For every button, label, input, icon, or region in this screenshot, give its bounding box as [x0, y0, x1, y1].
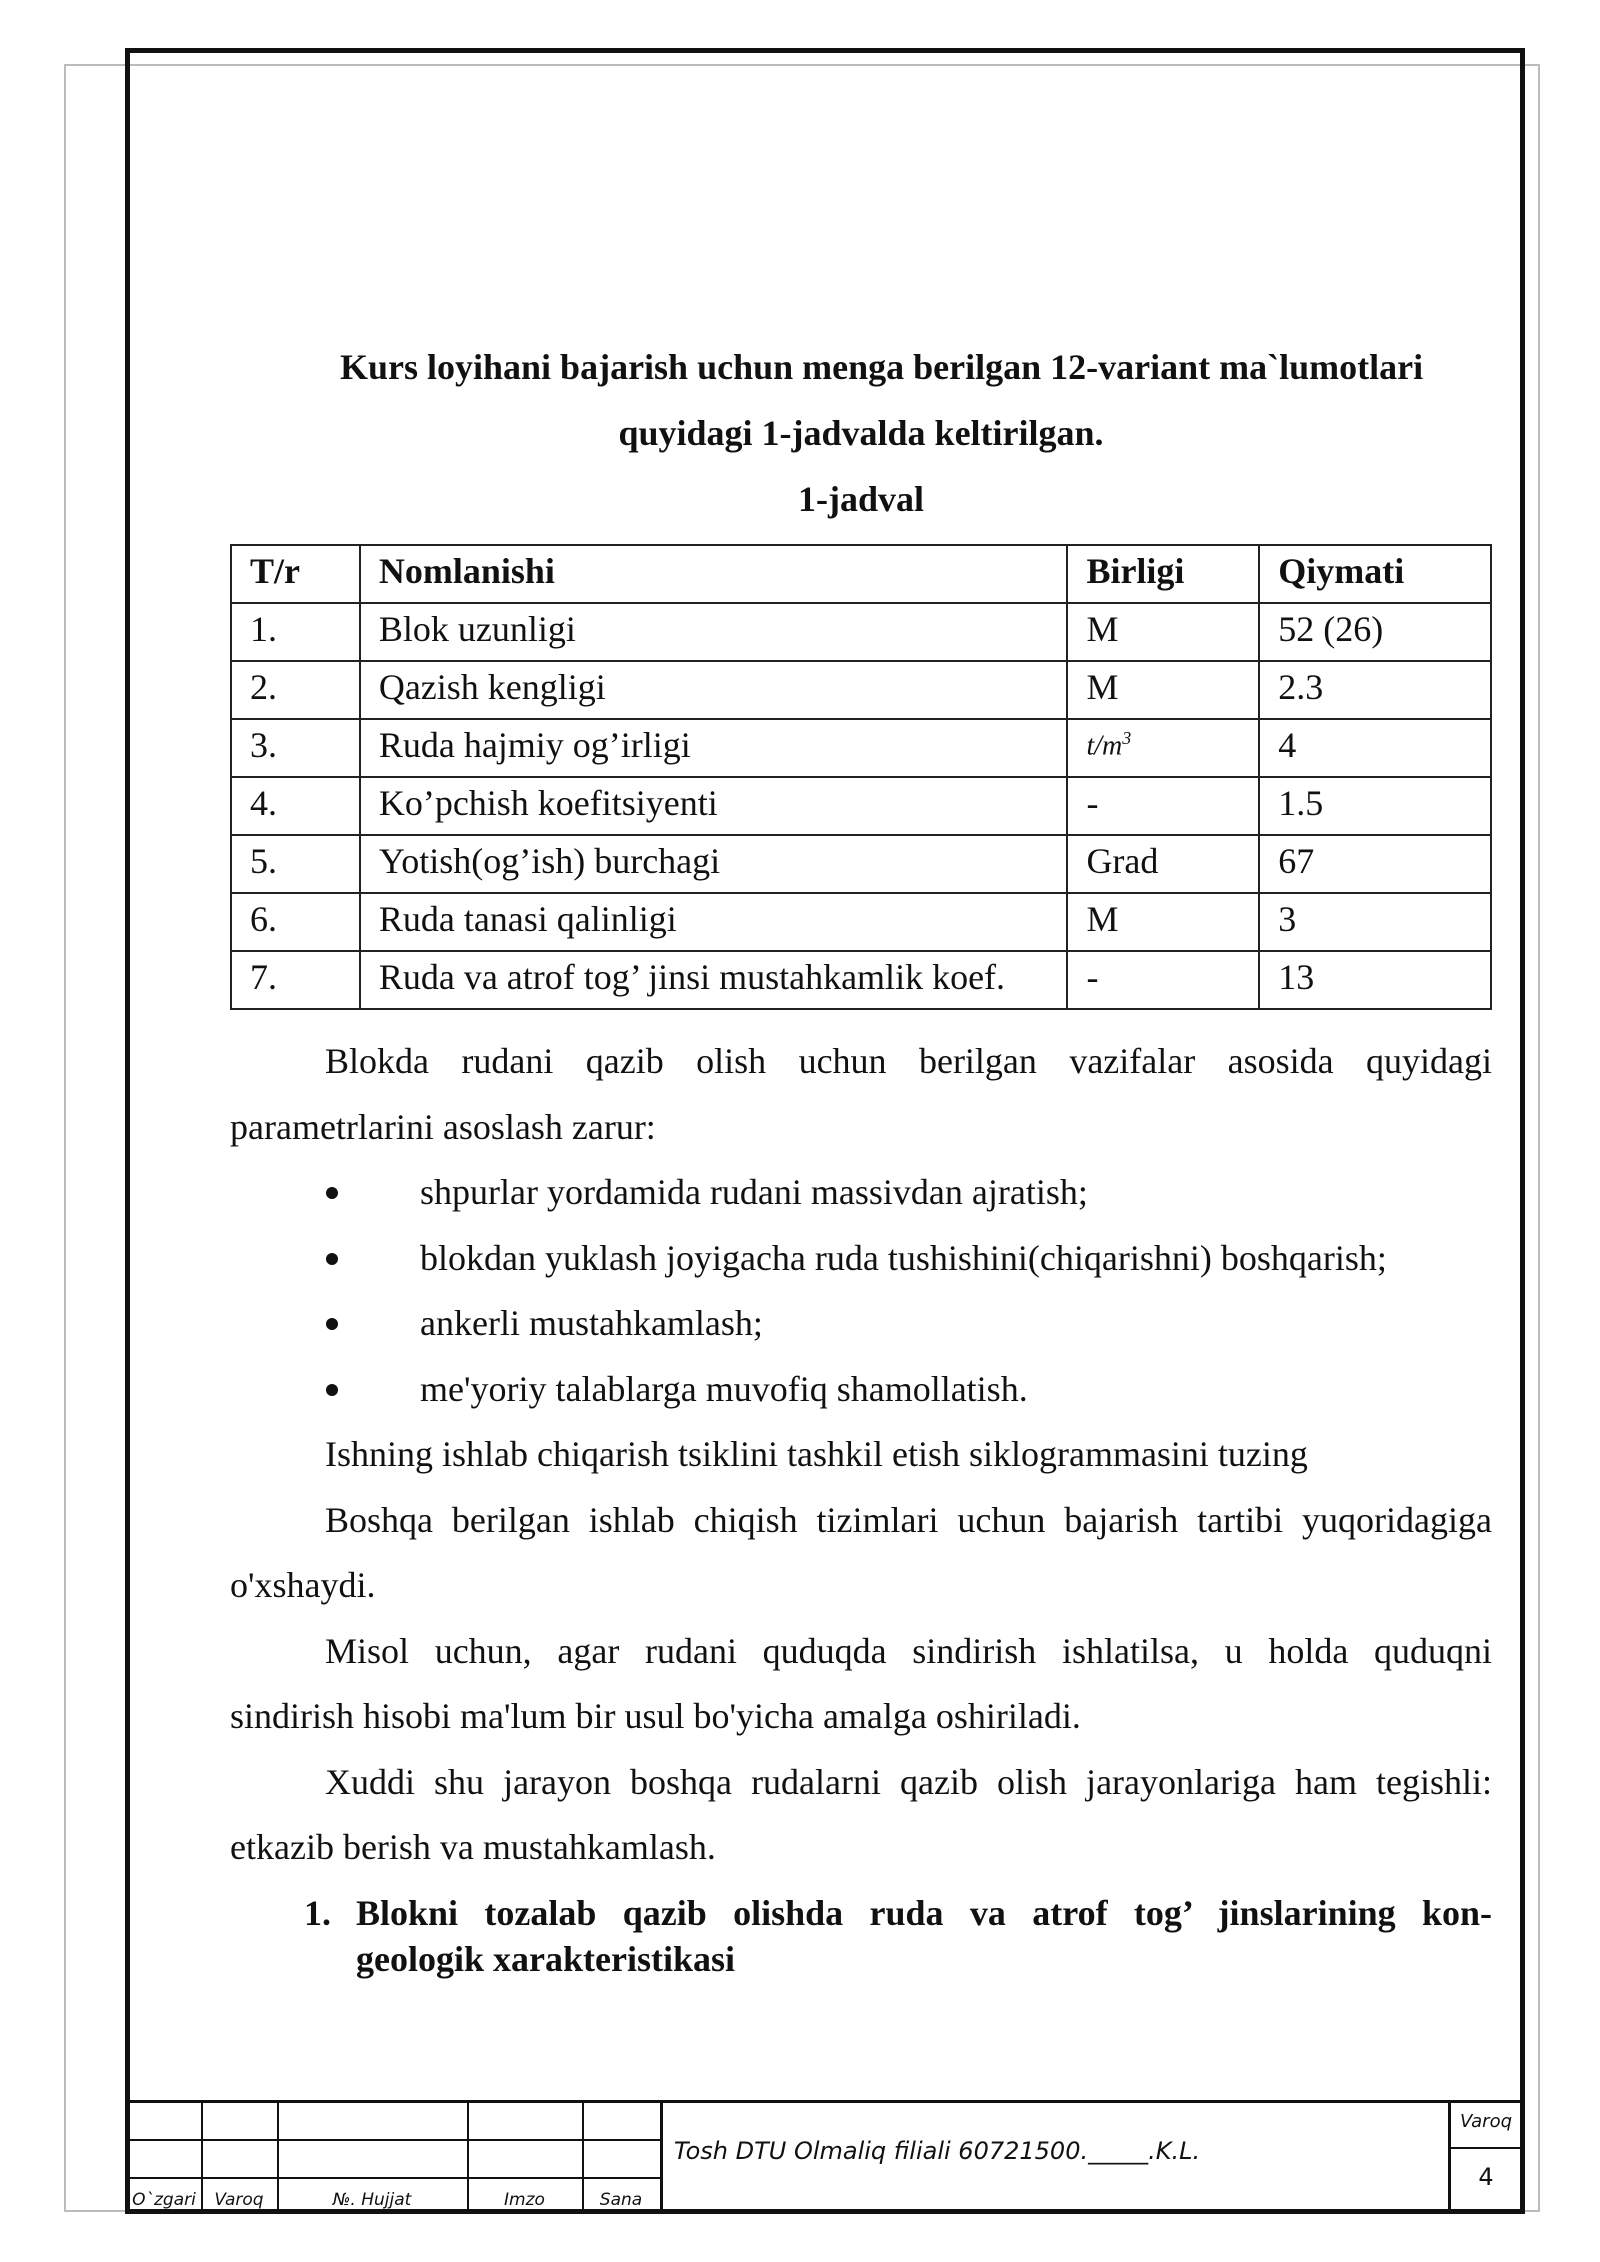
table-row — [231, 719, 1491, 777]
bullet-dot-icon — [326, 1253, 338, 1265]
row-value: 52 (26) — [1259, 603, 1491, 661]
row-value: 3 — [1259, 893, 1491, 951]
row-number: 6. — [231, 893, 360, 951]
row-name: Yotish(og’ish) burchagi — [360, 835, 1068, 893]
stamp-row-line — [1448, 2147, 1523, 2149]
paragraph-4-line-2: sindirish hisobi ma'lum bir usul bo'yicha amalga oshiriladi. — [230, 1696, 1081, 1736]
parameters-table — [230, 544, 1492, 1010]
intro-line-1: Kurs loyihani bajarish uchun menga berilgan 12-variant ma`lumotlari — [340, 347, 1424, 387]
row-unit: - — [1067, 951, 1259, 1009]
row-number: 2. — [231, 661, 360, 719]
stamp-document-title: Tosh DTU Olmaliq filiali 60721500._____.K.L. — [673, 2137, 1201, 2165]
row-value: 67 — [1259, 835, 1491, 893]
row-unit — [1067, 719, 1259, 777]
row-value: 2.3 — [1259, 661, 1491, 719]
row-number: 1. — [231, 603, 360, 661]
stamp-sheet-label: Varoq — [1459, 2111, 1513, 2132]
header-unit: Birligi — [1067, 545, 1259, 603]
table-row — [231, 777, 1491, 835]
section-heading-line-1: Blokni tozalab qazib olishda ruda va atrof tog’ jinslarining kon- — [356, 1893, 1492, 1933]
paragraph-5-line-1: Xuddi shu jarayon boshqa rudalarni qazib olish jarayonlariga ham tegishli: — [325, 1762, 1492, 1802]
bullet-text: me'yoriy talablarga muvofiq shamollatish. — [420, 1369, 1028, 1409]
table-row — [231, 603, 1491, 661]
stamp-label-imzo: Imzo — [504, 2190, 545, 2210]
bullet-dot-icon — [326, 1187, 338, 1199]
paragraph-3-line-1: Boshqa berilgan ishlab chiqish tizimlari uchun bajarish tartibi yuqoridagiga — [325, 1500, 1492, 1540]
stamp-row-line — [127, 2139, 660, 2141]
section-number: 1. — [304, 1893, 331, 1933]
table-row — [231, 835, 1491, 893]
row-unit: M — [1067, 603, 1259, 661]
title-block — [127, 2100, 1523, 2212]
bullet-text: shpurlar yordamida rudani massivdan ajratish; — [420, 1172, 1088, 1212]
paragraph-5-line-2: etkazib berish va mustahkamlash. — [230, 1827, 716, 1867]
table-caption: 1-jadval — [798, 479, 924, 519]
bullet-text: ankerli mustahkamlash; — [420, 1303, 763, 1343]
paragraph-1-line-2: parametrlarini asoslash zarur: — [230, 1107, 656, 1147]
row-name: Qazish kengligi — [360, 661, 1068, 719]
row-name: Ruda va atrof tog’ jinsi mustahkamlik koef. — [360, 951, 1068, 1009]
bullet-dot-icon — [326, 1318, 338, 1330]
bullet-dot-icon — [326, 1384, 338, 1396]
stamp-label-ozgari: O`zgari — [132, 2190, 196, 2210]
row-value: 13 — [1259, 951, 1491, 1009]
page-number: 4 — [1478, 2163, 1494, 2191]
paragraph-2: Ishning ishlab chiqarish tsiklini tashkil etish siklogrammasini tuzing — [325, 1434, 1308, 1474]
row-number: 3. — [231, 719, 360, 777]
table-row — [231, 951, 1491, 1009]
row-value: 1.5 — [1259, 777, 1491, 835]
row-name: Ruda tanasi qalinligi — [360, 893, 1068, 951]
stamp-row-line — [127, 2177, 660, 2179]
section-heading-line-2: geologik xarakteristikasi — [356, 1939, 735, 1979]
row-value: 4 — [1259, 719, 1491, 777]
row-number: 7. — [231, 951, 360, 1009]
paragraph-3-line-2: o'xshaydi. — [230, 1565, 376, 1605]
row-name: Blok uzunligi — [360, 603, 1068, 661]
table-header-row — [231, 545, 1491, 603]
paragraph-1-line-1: Blokda rudani qazib olish uchun berilgan vazifalar asosida quyidagi — [325, 1041, 1492, 1081]
row-name: Ruda hajmiy og’irligi — [360, 719, 1068, 777]
row-unit: Grad — [1067, 835, 1259, 893]
row-name: Ko’pchish koefitsiyenti — [360, 777, 1068, 835]
stamp-label-sana: Sana — [599, 2190, 643, 2210]
row-number: 4. — [231, 777, 360, 835]
header-value: Qiymati — [1259, 545, 1491, 603]
table-row — [231, 661, 1491, 719]
row-unit: M — [1067, 661, 1259, 719]
stamp-label-varoq: Varoq — [214, 2190, 264, 2210]
header-name: Nomlanishi — [360, 545, 1068, 603]
row-unit: M — [1067, 893, 1259, 951]
row-number: 5. — [231, 835, 360, 893]
row-unit: - — [1067, 777, 1259, 835]
intro-line-2: quyidagi 1-jadvalda keltirilgan. — [618, 413, 1104, 453]
paragraph-4-line-1: Misol uchun, agar rudani quduqda sindirish ishlatilsa, u holda quduqni — [325, 1631, 1492, 1671]
header-tr: T/r — [231, 545, 360, 603]
stamp-label-hujjat: №. Hujjat — [332, 2190, 412, 2210]
bullet-text: blokdan yuklash joyigacha ruda tushishini(chiqarishni) boshqarish; — [420, 1238, 1387, 1278]
table-row — [231, 893, 1491, 951]
unit-base: t/m — [1086, 730, 1123, 762]
unit-exponent: 3 — [1122, 727, 1132, 748]
stamp-divider — [660, 2103, 663, 2212]
